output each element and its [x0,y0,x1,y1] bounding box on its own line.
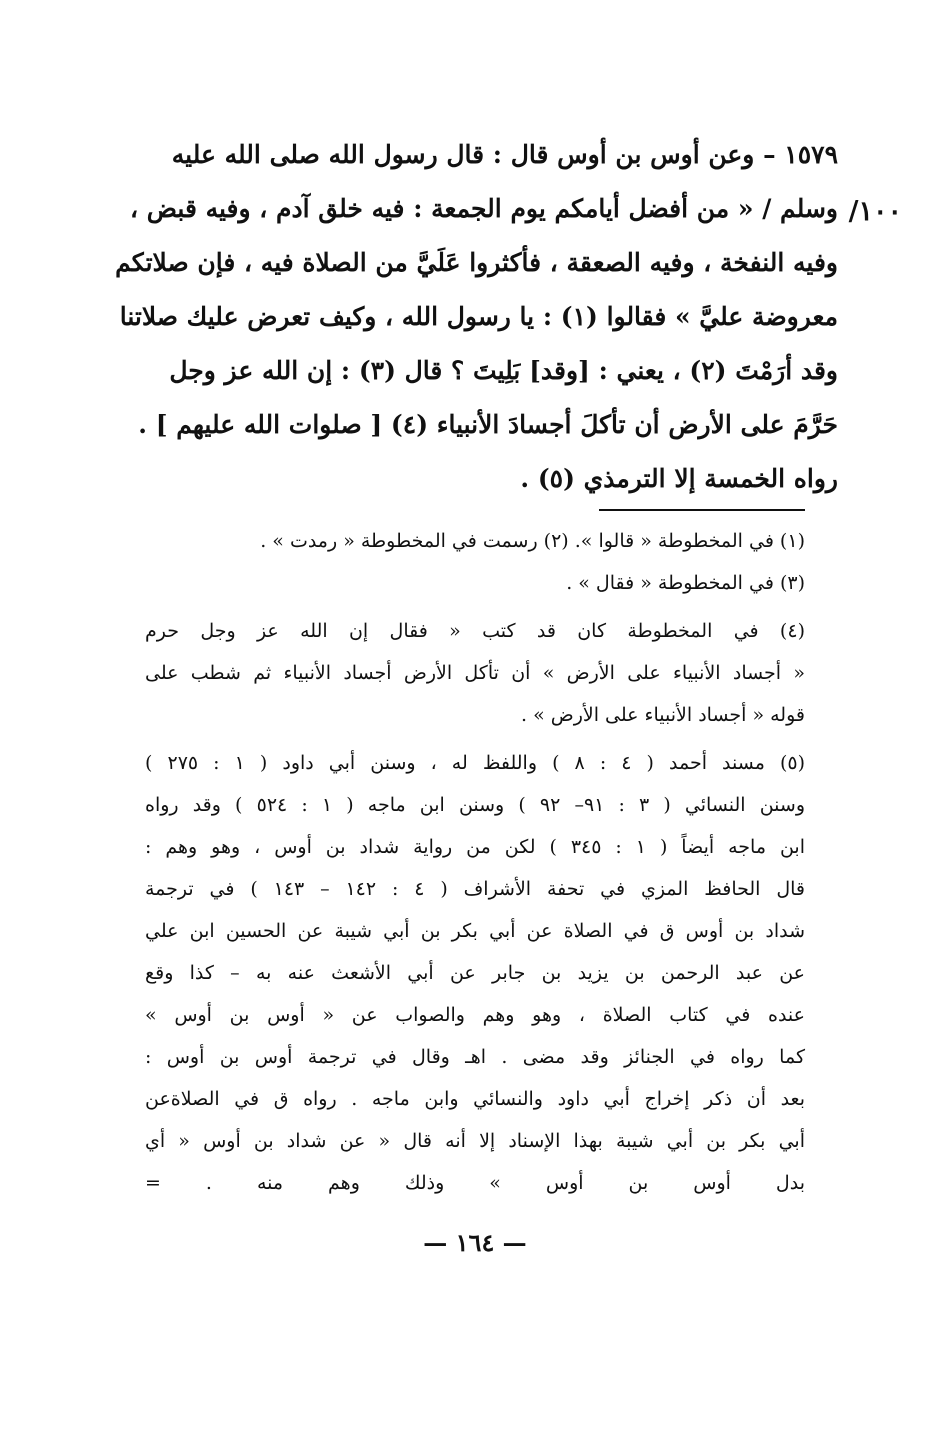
footnote-5-line: قال الحافظ المزي في تحفة الأشراف ( ٤ : ١٤٢ – ١٤٣ ) في ترجمة [145,878,805,900]
footnotes [145,520,805,1204]
hadith-source-line: رواه الخمسة إلا الترمذي (٥) . [520,464,838,493]
hadith-line: وسلم / « من أفضل أيامكم يوم الجمعة : فيه خلق آدم ، وفيه قبض ، [130,194,838,223]
footnote-1-2: (١) في المخطوطة « قالوا ». (٢) رسمت في المخطوطة « رمدت » . [260,530,805,552]
hadith-line: حَرَّمَ على الأرض أن تأكلَ أجسادَ الأنبياء (٤) [ صلوات الله عليهم ] . [138,410,838,439]
footnote-3: (٣) في المخطوطة « فقال » . [566,572,805,594]
footnote-4-line: « أجساد الأنبياء على الأرض » أن تأكل الأرض أجساد الأنبياء ثم شطب على [145,662,805,684]
footnote-5-line: بدل أوس بن أوس » وذلك وهم منه . = [145,1172,805,1194]
hadith-line: ١٥٧٩ – وعن أوس بن أوس قال : قال رسول الله صلى الله عليه [171,140,838,169]
footnote-5-line: أبي بكر بن أبي شيبة بهذا الإسناد إلا أنه قال « عن شداد بن أوس « أي [145,1130,805,1152]
footnote-5-line: (٥) مسند أحمد ( ٤ : ٨ ) واللفظ له ، وسنن أبي داود ( ١ : ٢٧٥ ) [145,752,806,774]
hadith-line: وفيه النفخة ، وفيه الصعقة ، فأكثروا عَلَيَّ من الصلاة فيه ، فإن صلاتكم [115,248,838,277]
footnote-5-line: ابن ماجه أيضاً ( ١ : ٣٤٥ ) لكن من رواية شداد بن أوس ، وهو وهم : [145,836,805,858]
footnote-5-line: عنده في كتاب الصلاة ، وهو وهم والصواب عن « أوس بن أوس » [145,1004,805,1026]
page-number: — ١٦٤ — [423,1228,527,1257]
hadith-line: معروضة عليَّ » فقالوا (١) : يا رسول الله ، وكيف تعرض عليك صلاتنا [119,302,838,331]
footnote-5-line: كما رواه في الجنائز وقد مضى . اهـ وقال في ترجمة أوس بن أوس : [145,1046,805,1068]
hadith-text [115,128,838,506]
footnote-4-line: (٤) في المخطوطة كان قد كتب « فقال إن الله عز وجل حرم [145,620,805,642]
footnote-separator [599,509,805,511]
footnote-4-line: قوله « أجساد الأنبياء على الأرض » . [521,704,805,726]
footnote-5-line: عن عبد الرحمن بن يزيد بن جابر عن أبي الأشعث عنه به – كذا وقع [145,962,805,984]
footnote-5-line: شداد بن أوس ق في الصلاة عن أبي بكر بن أبي شيبة عن الحسين ابن علي [145,920,805,942]
footnote-5-line: بعد أن ذكر إخراج أبي داود والنسائي وابن ماجه . رواه ق في الصلاةعن [145,1088,805,1110]
margin-folio-note: ١٠٠/ [848,196,902,227]
hadith-line: وقد أرَمْتَ (٢) ، يعني : [وقد] بَلِيتَ ؟ قال (٣) : إن الله عز وجل [169,356,838,385]
footnote-5-line: وسنن النسائي ( ٣ : ٩١– ٩٢ ) وسنن ابن ماجه ( ١ : ٥٢٤ ) وقد رواه [145,794,805,816]
